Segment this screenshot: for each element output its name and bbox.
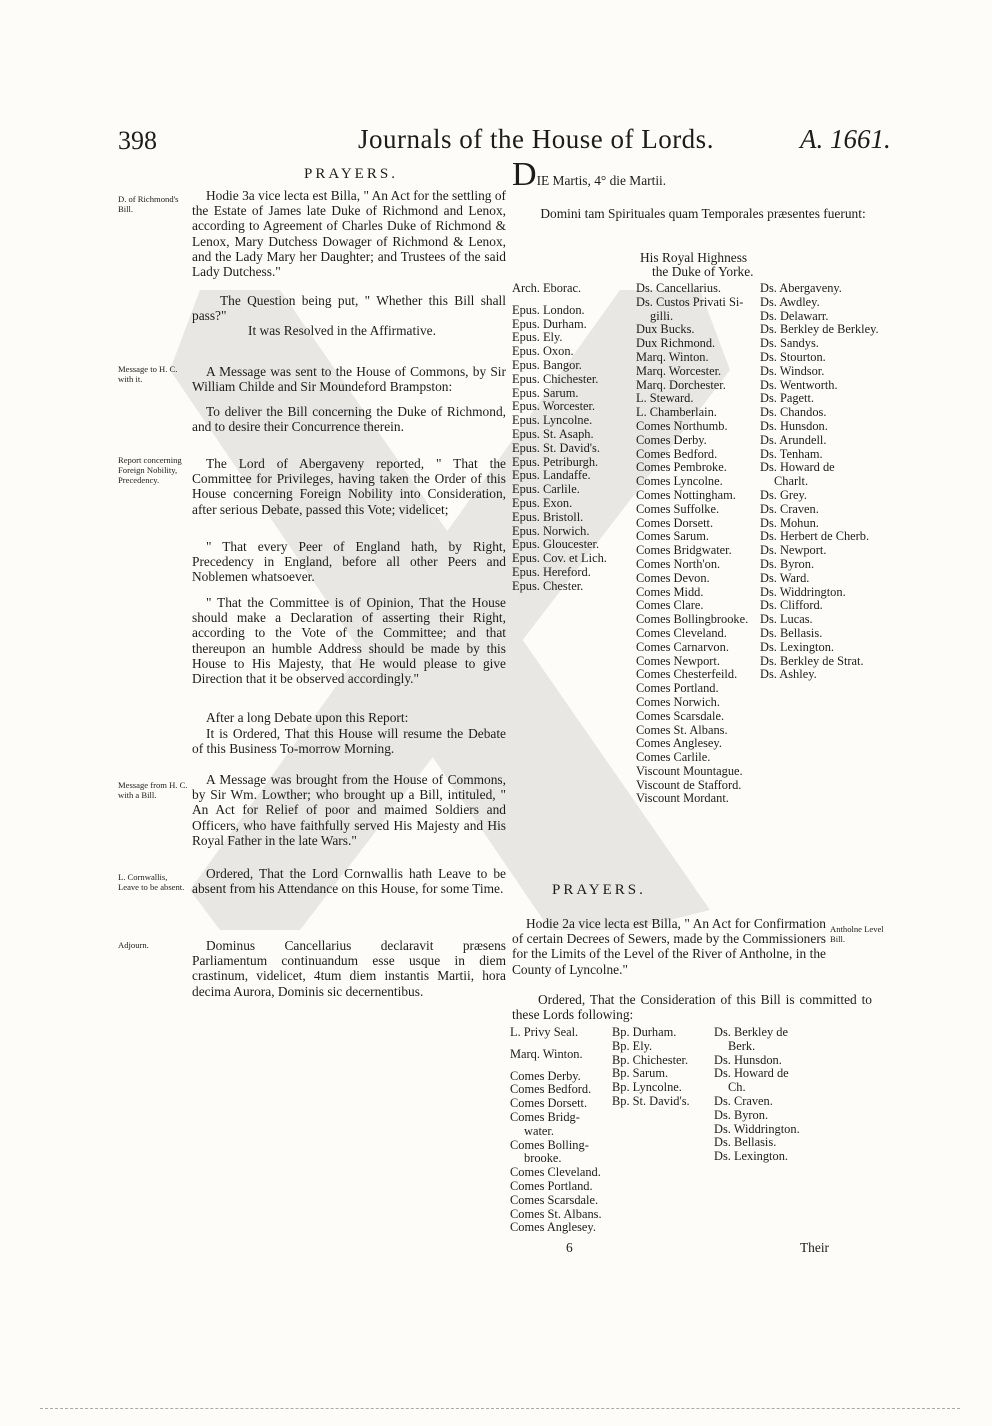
list-item: Comes Anglesey. bbox=[636, 736, 722, 751]
list-item: Comes Anglesey. bbox=[510, 1220, 596, 1235]
list-item: Comes Newport. bbox=[636, 653, 720, 668]
prayers-heading: PRAYERS. bbox=[304, 166, 398, 182]
paragraph: The Question being put, " Whether this Bill shall pass?" bbox=[192, 293, 506, 324]
list-item: Viscount Mountague. bbox=[636, 763, 743, 778]
list-item: Ds. Grey. bbox=[760, 487, 808, 502]
list-item: Ds. Craven. bbox=[714, 1093, 773, 1108]
paragraph: Dominus Cancellarius declaravit præsens Parliamentum continuandum esse usque in diem crastinum, videlicet, 4tum diem instantis Martii, hora decima Aurora, Dominis sic decernentibus. bbox=[192, 938, 506, 999]
list-item: Bp. St. David's. bbox=[612, 1093, 690, 1108]
barons-list bbox=[760, 282, 890, 682]
list-item: Ds. Newport. bbox=[760, 543, 827, 558]
list-item: Ds. Bellasis. bbox=[760, 625, 823, 640]
scan-edge bbox=[40, 1408, 960, 1409]
list-item: L. Steward. bbox=[636, 391, 694, 406]
list-item: Epus. Petriburgh. bbox=[512, 454, 599, 469]
list-item: Ds. Delawarr. bbox=[760, 308, 829, 323]
list-item: Ds. Widdrington. bbox=[760, 584, 846, 599]
list-item: Ds. Hunsdon. bbox=[760, 418, 828, 433]
list-item: Marq. Winton. bbox=[636, 349, 709, 364]
list-item: Bp. Durham. bbox=[612, 1025, 677, 1039]
list-item: Epus. Norwich. bbox=[512, 523, 590, 538]
list-item: Epus. Cov. et Lich. bbox=[512, 551, 607, 566]
list-item: gilli. bbox=[650, 308, 674, 323]
list-item: Ch. bbox=[728, 1080, 746, 1095]
list-item: Comes Portland. bbox=[510, 1178, 593, 1193]
list-item: Ds. Chandos. bbox=[760, 405, 827, 420]
list-item: Ds. Wentworth. bbox=[760, 377, 838, 392]
margin-note: Antholne Level Bill. bbox=[830, 924, 884, 944]
paragraph: Ordered, That the Lord Cornwallis hath Leave to be absent from his Attendance on this House, for some Time. bbox=[192, 866, 506, 897]
list-item: Epus. London. bbox=[512, 302, 585, 317]
year-heading: A. 1661. bbox=[800, 124, 891, 154]
list-item: Comes Bedford. bbox=[510, 1082, 592, 1097]
paragraph: After a long Debate upon this Report: bbox=[206, 710, 409, 725]
list-item: brooke. bbox=[524, 1151, 562, 1166]
list-item: Comes Suffolke. bbox=[636, 501, 720, 516]
margin-note: Message to H. C. with it. bbox=[118, 364, 178, 384]
list-item: Epus. Chester. bbox=[512, 578, 584, 593]
list-item: Ds. Pagett. bbox=[760, 391, 815, 406]
list-item: Ds. Lucas. bbox=[760, 612, 813, 627]
list-item: Epus. St. David's. bbox=[512, 440, 600, 455]
list-item: Comes Bedford. bbox=[636, 446, 718, 461]
list-item: Ds. Clifford. bbox=[760, 598, 823, 613]
list-item: Comes Bridgwater. bbox=[636, 543, 732, 558]
list-item: Marq. Winton. bbox=[510, 1046, 583, 1061]
list-item: Ds. Berkley de Strat. bbox=[760, 653, 864, 668]
paragraph: A Message was brought from the House of Commons, by Sir Wm. Lowther; who brought up a Bill, intituled, " An Act for Relief of poor and maimed Soldiers and Officers, who have faithfully served His Majesty and His Royal Father in the late Wars." bbox=[192, 772, 506, 848]
list-item: Comes Scarsdale. bbox=[636, 708, 725, 723]
list-item: Comes Norwich. bbox=[636, 694, 720, 709]
paragraph: Hodie 2a vice lecta est Billa, " An Act for Confirmation of certain Decrees of Sewers, made by the Commissioners for the Limits of the Level of the River of Antholne, in the County of Lyncolne." bbox=[512, 916, 826, 977]
list-item: Bp. Chichester. bbox=[612, 1052, 689, 1067]
list-item: Epus. Hereford. bbox=[512, 564, 591, 579]
list-item: Comes Bollingbrooke. bbox=[636, 612, 749, 627]
paragraph: A Message was sent to the House of Commons, by Sir William Childe and Sir Moundeford Brampston: bbox=[192, 364, 506, 395]
list-item: Epus. Oxon. bbox=[512, 344, 574, 359]
list-item: Comes Derby. bbox=[510, 1068, 581, 1083]
list-item: Comes Chesterfeild. bbox=[636, 667, 738, 682]
list-item: Comes Bolling- bbox=[510, 1137, 589, 1152]
page-number: 398 bbox=[118, 126, 157, 155]
running-title: Journals of the House of Lords. bbox=[358, 124, 714, 154]
list-item: Arch. Eborac. bbox=[512, 281, 582, 295]
committee-list-3 bbox=[714, 1026, 824, 1164]
list-item: Ds. Herbert de Cherb. bbox=[760, 529, 870, 544]
list-item: Charlt. bbox=[774, 474, 809, 489]
list-item: Epus. Exon. bbox=[512, 495, 573, 510]
list-item: Ds. Berkley de bbox=[714, 1025, 788, 1039]
list-item: Comes Cleveland. bbox=[510, 1165, 601, 1180]
list-item: Ds. Ward. bbox=[760, 570, 810, 585]
list-item: Epus. Worcester. bbox=[512, 399, 596, 414]
die-text: IE Martis, 4° die Martii. bbox=[536, 173, 667, 188]
royal-line-2: the Duke of Yorke. bbox=[652, 264, 754, 279]
list-item: Epus. Lyncolne. bbox=[512, 413, 593, 428]
list-item: L. Privy Seal. bbox=[510, 1025, 579, 1039]
list-item: Ds. Hunsdon. bbox=[714, 1052, 782, 1067]
list-item: Comes Derby. bbox=[636, 432, 707, 447]
list-item: Ds. Bellasis. bbox=[714, 1135, 777, 1150]
catchword: Their bbox=[800, 1240, 829, 1255]
list-item: Bp. Sarum. bbox=[612, 1066, 669, 1081]
list-item: Ds. Widdrington. bbox=[714, 1121, 800, 1136]
list-item: Ds. Howard de bbox=[714, 1066, 789, 1081]
domini-line: Domini tam Spirituales quam Temporales præsentes fuerunt: bbox=[540, 206, 866, 221]
list-item: Comes Devon. bbox=[636, 570, 710, 585]
list-item: Ds. Awdley. bbox=[760, 294, 820, 309]
list-item: Ds. Tenham. bbox=[760, 446, 823, 461]
list-item: Ds. Mohun. bbox=[760, 515, 819, 530]
list-item: Comes Northumb. bbox=[636, 418, 728, 433]
margin-note: D. of Richmond's Bill. bbox=[118, 194, 179, 214]
list-item: Comes Midd. bbox=[636, 584, 704, 599]
committee-list-1 bbox=[510, 1026, 618, 1235]
list-item: Ds. Lexington. bbox=[714, 1149, 788, 1164]
list-item: L. Chamberlain. bbox=[636, 405, 717, 420]
list-item: Bp. Ely. bbox=[612, 1038, 653, 1053]
list-item: Dux Richmond. bbox=[636, 336, 716, 351]
royal-line-1: His Royal Highness bbox=[640, 250, 748, 265]
list-item: Berk. bbox=[728, 1038, 756, 1053]
list-item: Epus. Sarum. bbox=[512, 385, 579, 400]
list-item: Ds. Byron. bbox=[760, 556, 815, 571]
margin-note: Adjourn. bbox=[118, 940, 149, 950]
list-item: Comes Nottingham. bbox=[636, 487, 736, 502]
list-item: Ds. Craven. bbox=[760, 501, 819, 516]
list-item: Epus. Bristoll. bbox=[512, 509, 584, 524]
list-item: Epus. Chichester. bbox=[512, 371, 599, 386]
list-item: Comes Sarum. bbox=[636, 529, 709, 544]
drop-cap: D bbox=[512, 156, 537, 193]
list-item: Dux Bucks. bbox=[636, 322, 695, 337]
margin-note: Report concerning Foreign Nobility, Precedency. bbox=[118, 455, 182, 485]
list-item: Viscount Mordant. bbox=[636, 791, 729, 806]
list-item: water. bbox=[524, 1123, 554, 1138]
committee-list-2 bbox=[612, 1026, 716, 1109]
list-item: Comes Lyncolne. bbox=[636, 474, 723, 489]
margin-note: L. Cornwallis, Leave to be absent. bbox=[118, 872, 185, 892]
paragraph: " That the Committee is of Opinion, That the House should make a Declaration of asserting their Right, according to the Vote of the Committee; and that thereupon an humble Address should be made by this House to His Majesty, that He would please to give Direction that it be observed accordingly." bbox=[192, 595, 506, 687]
list-item: Comes Cleveland. bbox=[636, 625, 727, 640]
list-item: Comes St. Albans. bbox=[636, 722, 728, 737]
list-item: Ds. Sandys. bbox=[760, 336, 819, 351]
list-item: Comes Dorsett. bbox=[510, 1096, 588, 1111]
list-item: Marq. Worcester. bbox=[636, 363, 722, 378]
list-item: Bp. Lyncolne. bbox=[612, 1080, 682, 1095]
list-item: Epus. Gloucester. bbox=[512, 537, 600, 552]
list-item: Ds. Howard de bbox=[760, 460, 835, 475]
list-item: Ds. Abergaveny. bbox=[760, 281, 842, 295]
list-item: Ds. Ashley. bbox=[760, 667, 817, 682]
die-heading bbox=[512, 156, 882, 193]
list-item: Ds. Stourton. bbox=[760, 349, 826, 364]
list-item: Comes Carlile. bbox=[636, 750, 711, 765]
list-item: Epus. Carlile. bbox=[512, 482, 580, 497]
list-item: Ds. Cancellarius. bbox=[636, 281, 721, 295]
paragraph: To deliver the Bill concerning the Duke of Richmond, and to desire their Concurrence therein. bbox=[192, 404, 506, 435]
list-item: Ds. Custos Privati Si- bbox=[636, 294, 744, 309]
paragraph: Hodie 3a vice lecta est Billa, " An Act for the settling of the Estate of James late Duke of Richmond and Lenox, according to Agreement of Charles Duke of Richmond & Lenox, Mary Dutchess Dowager of Richmond & Lenox, and the Lady Mary her Daughter; and Trustees of the said Lady Dutchess." bbox=[192, 188, 506, 280]
temporal-lords-list bbox=[636, 282, 760, 806]
paragraph: It was Resolved in the Affirmative. bbox=[248, 323, 436, 338]
paragraph: The Lord of Abergaveny reported, " That the Committee for Privileges, having taken the Order of this House concerning Foreign Nobility into Consideration, after serious Debate, passed this Vote; videlicet; bbox=[192, 456, 506, 517]
list-item: Epus. Landaffe. bbox=[512, 468, 591, 483]
list-item: Comes Bridg- bbox=[510, 1109, 580, 1124]
paragraph: It is Ordered, That this House will resume the Debate of this Business To-morrow Morning. bbox=[192, 726, 506, 757]
list-item: Epus. St. Asaph. bbox=[512, 426, 594, 441]
list-item: Ds. Windsor. bbox=[760, 363, 825, 378]
prayers-heading-2: PRAYERS. bbox=[552, 882, 646, 898]
paragraph: " That every Peer of England hath, by Right, Precedency in England, before all other Peers and Noblemen whatsoever. bbox=[192, 539, 506, 585]
list-item: Ds. Lexington. bbox=[760, 639, 834, 654]
paragraph: Ordered, That the Consideration of this Bill is committed to these Lords following: bbox=[512, 992, 872, 1023]
list-item: Ds. Arundell. bbox=[760, 432, 827, 447]
margin-note: Message from H. C. with a Bill. bbox=[118, 780, 188, 800]
list-item: Comes Pembroke. bbox=[636, 460, 727, 475]
list-item: Epus. Ely. bbox=[512, 330, 563, 345]
list-item: Epus. Bangor. bbox=[512, 357, 582, 372]
list-item: Comes St. Albans. bbox=[510, 1206, 602, 1221]
list-item: Ds. Berkley de Berkley. bbox=[760, 322, 879, 337]
list-item: Comes Clare. bbox=[636, 598, 704, 613]
list-item: Marq. Dorchester. bbox=[636, 377, 726, 392]
spiritual-lords-list bbox=[512, 282, 636, 594]
list-item: Comes Portland. bbox=[636, 681, 719, 696]
signature-mark: 6 bbox=[566, 1240, 573, 1255]
list-item: Comes Scarsdale. bbox=[510, 1192, 599, 1207]
list-item: Ds. Byron. bbox=[714, 1107, 769, 1122]
list-item: Viscount de Stafford. bbox=[636, 777, 742, 792]
list-item: Epus. Durham. bbox=[512, 316, 587, 331]
list-item: Comes North'on. bbox=[636, 556, 721, 571]
list-item: Comes Dorsett. bbox=[636, 515, 714, 530]
list-item: Comes Carnarvon. bbox=[636, 639, 729, 654]
